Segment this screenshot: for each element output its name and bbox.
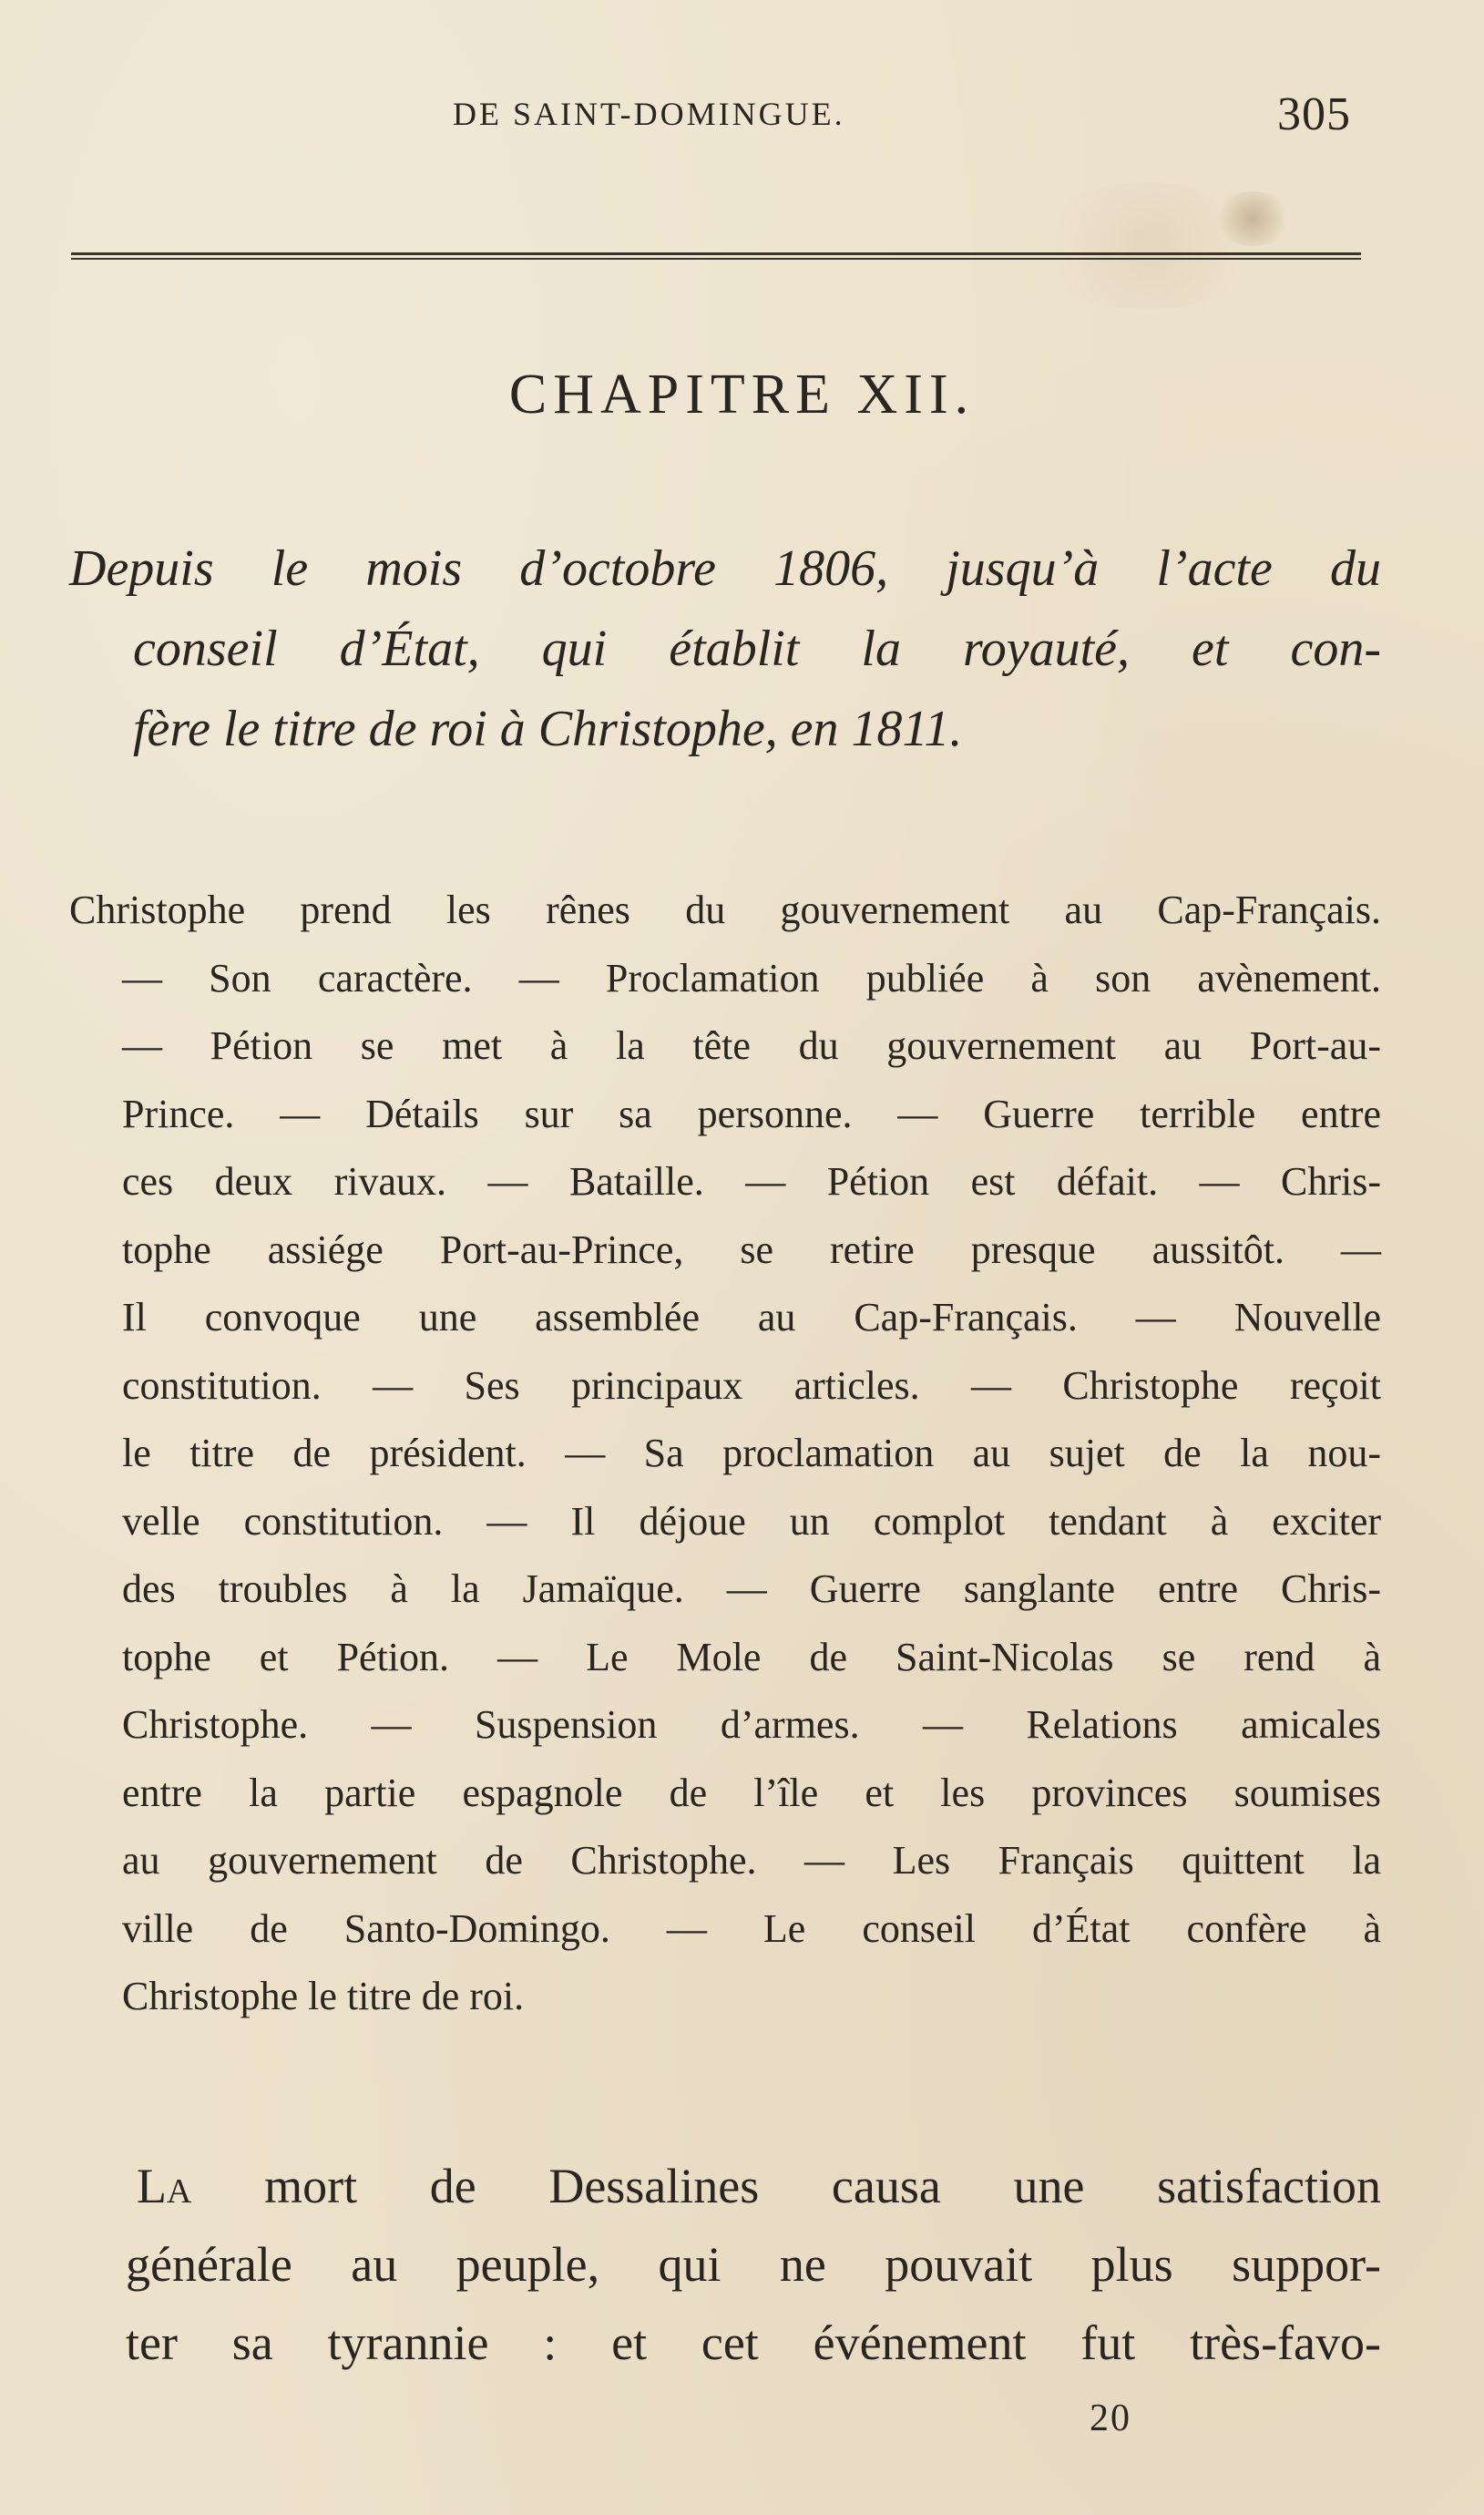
body-line — [137, 2147, 1381, 2225]
subtitle-line: Depuis le mois d’octobre 1806, jusqu’à l’acte du — [69, 540, 1381, 597]
summary-line: Prince. — Détails sur sa personne. — Guerre terrible entre — [122, 1091, 1381, 1136]
paper-stain — [1212, 191, 1294, 246]
chapter-subtitle — [69, 529, 1381, 769]
body-line: ter sa tyrannie : et cet événement fut très-favo- — [126, 2315, 1381, 2370]
summary-line: — Son caractère. — Proclamation publiée à son avènement. — [122, 955, 1381, 1001]
body-line: générale au peuple, qui ne pouvait plus suppor- — [126, 2237, 1381, 2292]
summary-line: — Pétion se met à la tête du gouvernement au Port-au- — [122, 1023, 1381, 1068]
summary-line: constitution. — Ses principaux articles. — Christophe reçoit — [122, 1362, 1381, 1408]
subtitle-line: fère le titre de roi à Christophe, en 1811. — [133, 701, 963, 757]
running-head — [0, 87, 1484, 142]
summary-line: ville de Santo-Domingo. — Le conseil d’État confère à — [122, 1905, 1381, 1951]
header-rule — [71, 252, 1361, 260]
summary-line: velle constitution. — Il déjoue un complot tendant à exciter — [122, 1498, 1381, 1544]
summary-line: tophe et Pétion. — Le Mole de Saint-Nicolas se rend à — [122, 1634, 1381, 1679]
summary-line: Christophe le titre de roi. — [122, 1974, 525, 2018]
chapter-title: CHAPITRE XII. — [508, 364, 976, 426]
summary-line: au gouvernement de Christophe. — Les Français quittent la — [122, 1838, 1381, 1883]
subtitle-line: conseil d’État, qui établit la royauté, et con- — [133, 621, 1381, 677]
summary-line: ces deux rivaux. — Bataille. — Pétion est défait. — Chris- — [122, 1159, 1381, 1204]
summary-line: tophe assiége Port-au-Prince, se retire presque aussitôt. — — [122, 1227, 1381, 1272]
summary-line: Christophe. — Suspension d’armes. — Relations amicales — [122, 1702, 1381, 1747]
body-paragraph — [126, 2147, 1381, 2382]
signature-mark: 20 — [1090, 2397, 1131, 2439]
chapter-summary — [69, 877, 1381, 2031]
paper-stain — [1029, 182, 1266, 310]
summary-line: des troubles à la Jamaïque. — Guerre sanglante entre Chris- — [122, 1566, 1381, 1611]
page-number: 305 — [1277, 88, 1351, 140]
first-word: La — [137, 2159, 192, 2213]
summary-line: Christophe prend les rênes du gouvernement au Cap-Français. — [69, 888, 1381, 932]
running-title: DE SAINT-DOMINGUE. — [453, 96, 845, 132]
summary-line: entre la partie espagnole de l’île et les provinces soumises — [122, 1770, 1381, 1815]
body-line-text: mort de Dessalines causa une satisfaction — [191, 2159, 1381, 2213]
summary-line: le titre de président. — Sa proclamation au sujet de la nou- — [122, 1431, 1381, 1475]
summary-line: Il convoque une assemblée au Cap-Français. — Nouvelle — [122, 1295, 1381, 1340]
